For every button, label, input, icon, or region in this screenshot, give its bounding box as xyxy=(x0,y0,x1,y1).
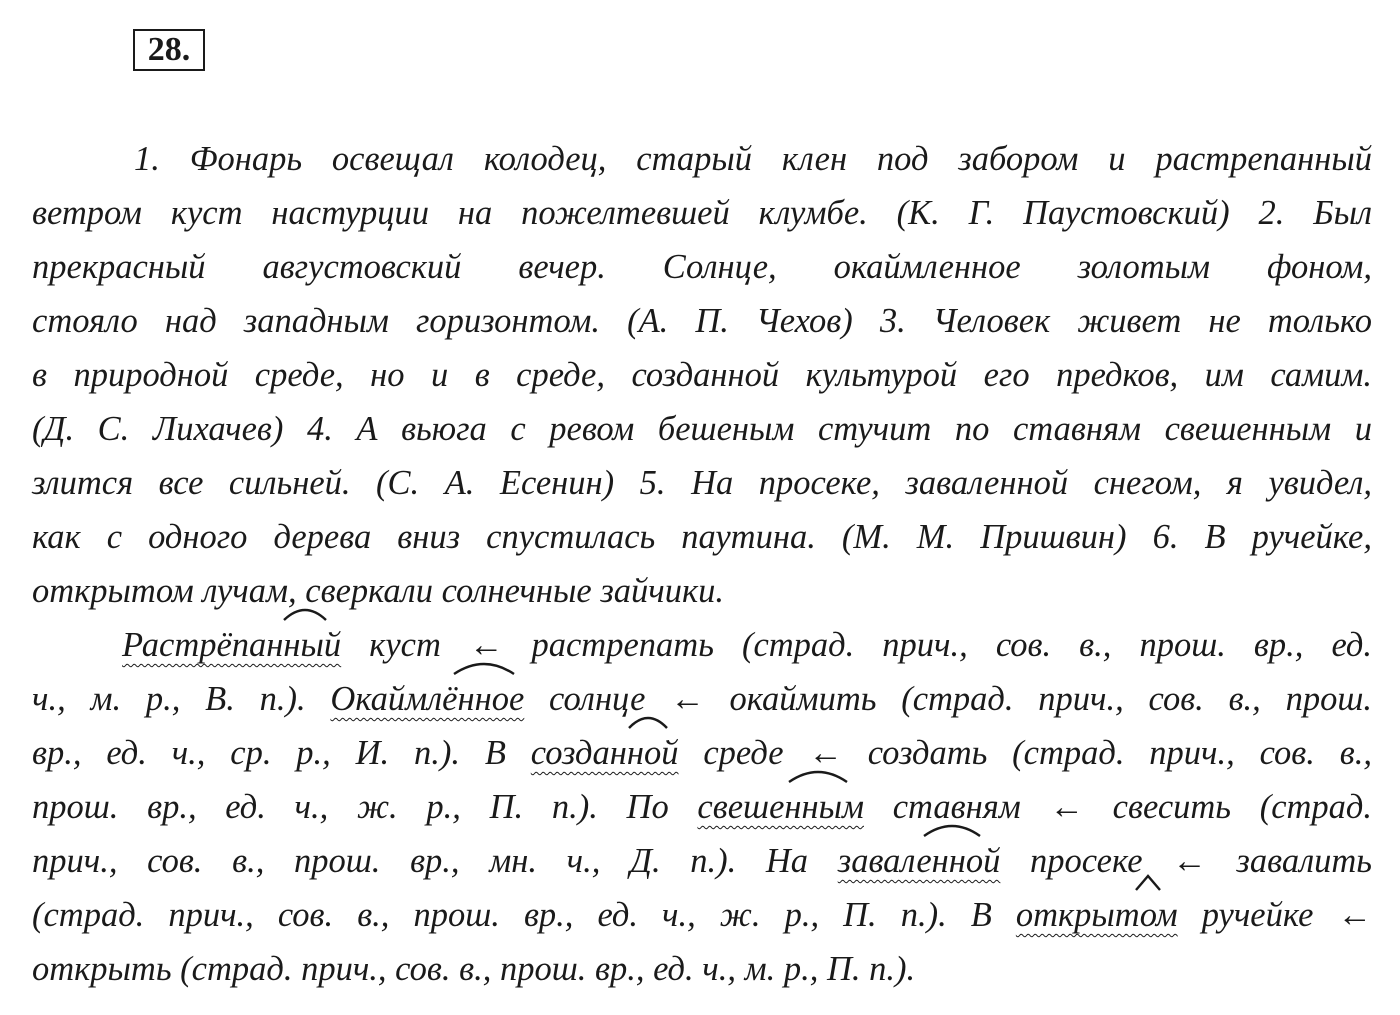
participle-word: Окаймлённое xyxy=(330,672,524,726)
text-line: (Д. С. Лихачев) 4. А вьюга с ревом бешеным стучит по ставням свешенным и xyxy=(32,410,1372,448)
suffix-arc-mark xyxy=(787,766,849,784)
text-line: прекрасный августовский вечер. Солнце, окаймленное золотым фоном, xyxy=(32,248,1372,286)
analysis-line: прич., сов. в., прош. вр., мн. ч., Д. п.). На заваленной просеке ← завалить xyxy=(32,834,1372,888)
participle-word: Растрёпанный xyxy=(122,618,341,672)
suffix-arc-mark xyxy=(452,658,516,676)
analysis-line: (страд. прич., сов. в., прош. вр., ед. ч., ж. р., П. п.). В открытом ручейке ← xyxy=(32,888,1372,942)
text-line: злится все сильней. (С. А. Есенин) 5. На просеке, заваленной снегом, я увидел, xyxy=(32,464,1372,502)
text-line: открытом лучам, сверкали солнечные зайчики. xyxy=(32,572,725,610)
text-line: в природной среде, но и в среде, созданной культурой его предков, им самим. xyxy=(32,356,1372,394)
participle-word: созданной xyxy=(531,726,679,780)
exercise-text xyxy=(32,132,1372,996)
suffix-arc-mark xyxy=(922,820,982,838)
participle-word: открытом xyxy=(1016,888,1178,942)
analysis-line: прош. вр., ед. ч., ж. р., П. п.). По свешенным ставням ← свесить (страд. xyxy=(32,780,1372,834)
suffix-arc-mark xyxy=(627,712,669,730)
text-line: стояло над западным горизонтом. (А. П. Чехов) 3. Человек живет не только xyxy=(32,302,1372,340)
participle-word: свешенным xyxy=(697,780,864,834)
suffix-arc-mark xyxy=(1134,874,1162,892)
participle-word: заваленной xyxy=(838,834,1001,888)
suffix-arc-mark xyxy=(282,604,328,622)
analysis-line: ч., м. р., В. п.). Окаймлённое солнце ← окаймить (страд. прич., сов. в., прош. xyxy=(32,672,1372,726)
analysis-line: открыть (страд. прич., сов. в., прош. вр., ед. ч., м. р., П. п.). xyxy=(32,950,916,988)
text-line: ветром куст настурции на пожелтевшей клумбе. (К. Г. Паустовский) 2. Был xyxy=(32,194,1372,232)
text-line: как с одного дерева вниз спустилась паутина. (М. М. Пришвин) 6. В ручейке, xyxy=(32,518,1372,556)
analysis-line: вр., ед. ч., ср. р., И. п.). В созданной среде ← создать (страд. прич., сов. в., xyxy=(32,726,1372,780)
text-line: 1. Фонарь освещал колодец, старый клен под забором и растрепанный xyxy=(134,140,1372,178)
exercise-number: 28. xyxy=(133,29,205,71)
analysis-line: Растрёпанный куст ← растрепать (страд. прич., сов. в., прош. вр., ед. xyxy=(32,618,1372,672)
